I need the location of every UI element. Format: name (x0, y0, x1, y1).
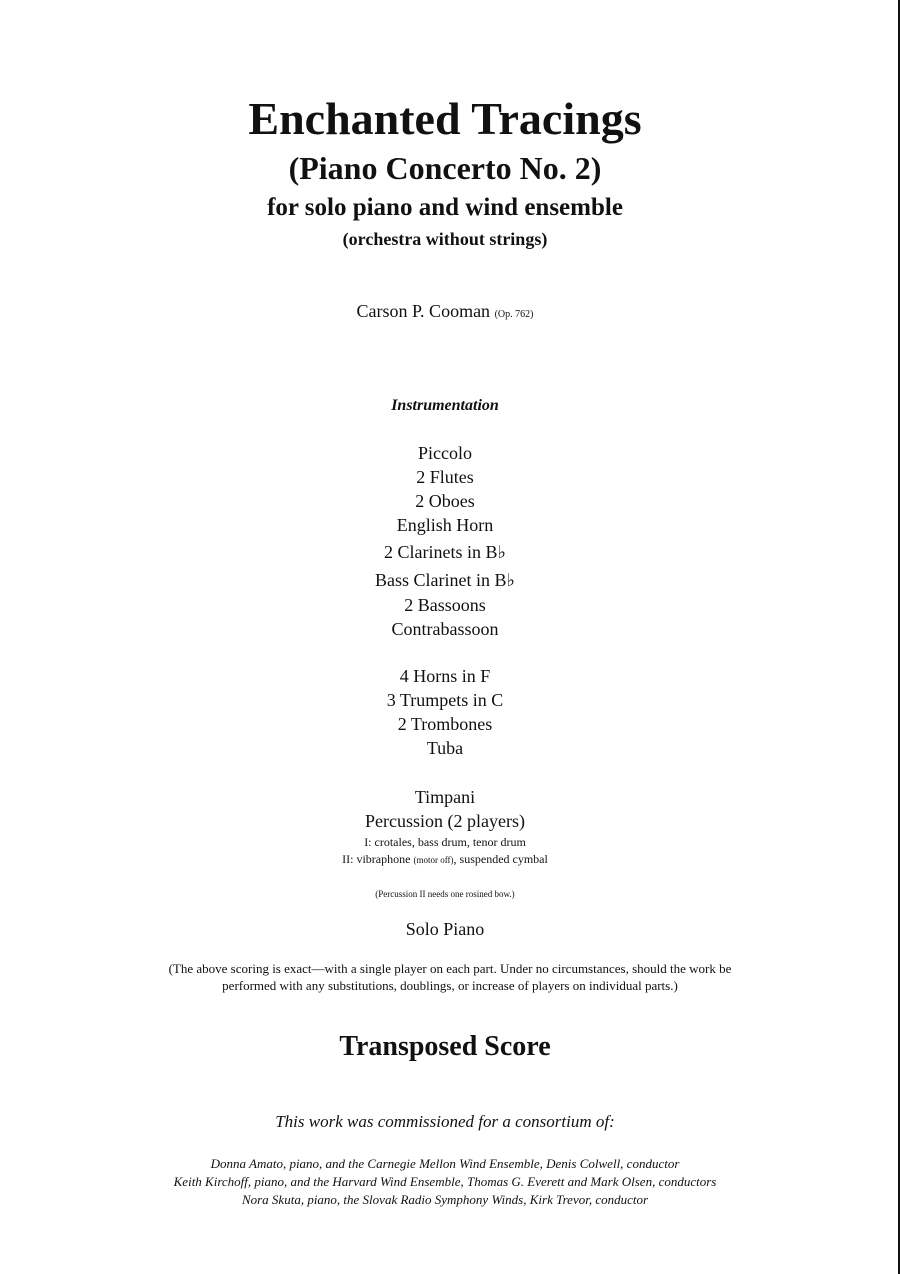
instrument-piccolo: Piccolo (418, 443, 472, 463)
instrument-percussion: Percussion (2 players) (365, 811, 525, 831)
instrument-timpani: Timpani (414, 787, 476, 807)
commission-heading: This work was commissioned for a consortium of: (275, 1112, 615, 1131)
instrument-english-horn: English Horn (396, 515, 494, 535)
instrumentation-heading: Instrumentation (391, 397, 499, 414)
instrument-horns: 4 Horns in F (399, 666, 491, 686)
page-subtitle: (Piano Concerto No. 2) (288, 150, 602, 186)
player-2-vibraphone: II: vibraphone (342, 852, 411, 866)
instrument-contrabassoon: Contrabassoon (391, 619, 499, 639)
orchestra-note: (orchestra without strings) (342, 229, 548, 249)
consortium-member: Nora Skuta, piano, the Slovak Radio Symphony Winds, Kirk Trevor, conductor (241, 1192, 649, 1207)
player-2-cymbal: , suspended cymbal (453, 852, 548, 866)
motor-off-note: (motor off) (413, 855, 454, 865)
consortium-member: Donna Amato, piano, and the Carnegie Mellon Wind Ensemble, Denis Colwell, conductor (210, 1156, 680, 1171)
instrument-solo-piano: Solo Piano (405, 919, 485, 939)
composer-line (0, 301, 890, 322)
instrument-tuba: Tuba (426, 738, 464, 758)
instrument-clarinets: 2 Clarinets in B♭ (384, 542, 506, 562)
rosined-bow-note: (Percussion II needs one rosined bow.) (375, 889, 515, 899)
composer-name: Carson P. Cooman (356, 301, 491, 321)
instrument-bass-clarinet: Bass Clarinet in B♭ (375, 570, 515, 590)
scoring-note: (The above scoring is exact—with a single player on each part. Under no circumstances, should the work be performed with any substitutions, doublings, or increase of players on individual parts.) (168, 961, 732, 993)
percussion-player-1: I: crotales, bass drum, tenor drum (364, 835, 526, 849)
opus-number: (Op. 762) (494, 309, 534, 320)
instrument-trombones: 2 Trombones (397, 714, 493, 734)
instrument-trumpets: 3 Trumpets in C (386, 690, 504, 710)
percussion-player-2 (0, 852, 890, 867)
consortium-member: Keith Kirchoff, piano, and the Harvard Wind Ensemble, Thomas G. Everett and Mark Olsen, conductors (173, 1174, 717, 1189)
instrument-flutes: 2 Flutes (416, 467, 474, 487)
instrument-oboes: 2 Oboes (415, 491, 475, 511)
ensemble-line: for solo piano and wind ensemble (267, 194, 623, 221)
score-type: Transposed Score (339, 1031, 551, 1062)
instrument-bassoons: 2 Bassoons (404, 595, 486, 615)
page-title: Enchanted Tracings (248, 93, 642, 144)
